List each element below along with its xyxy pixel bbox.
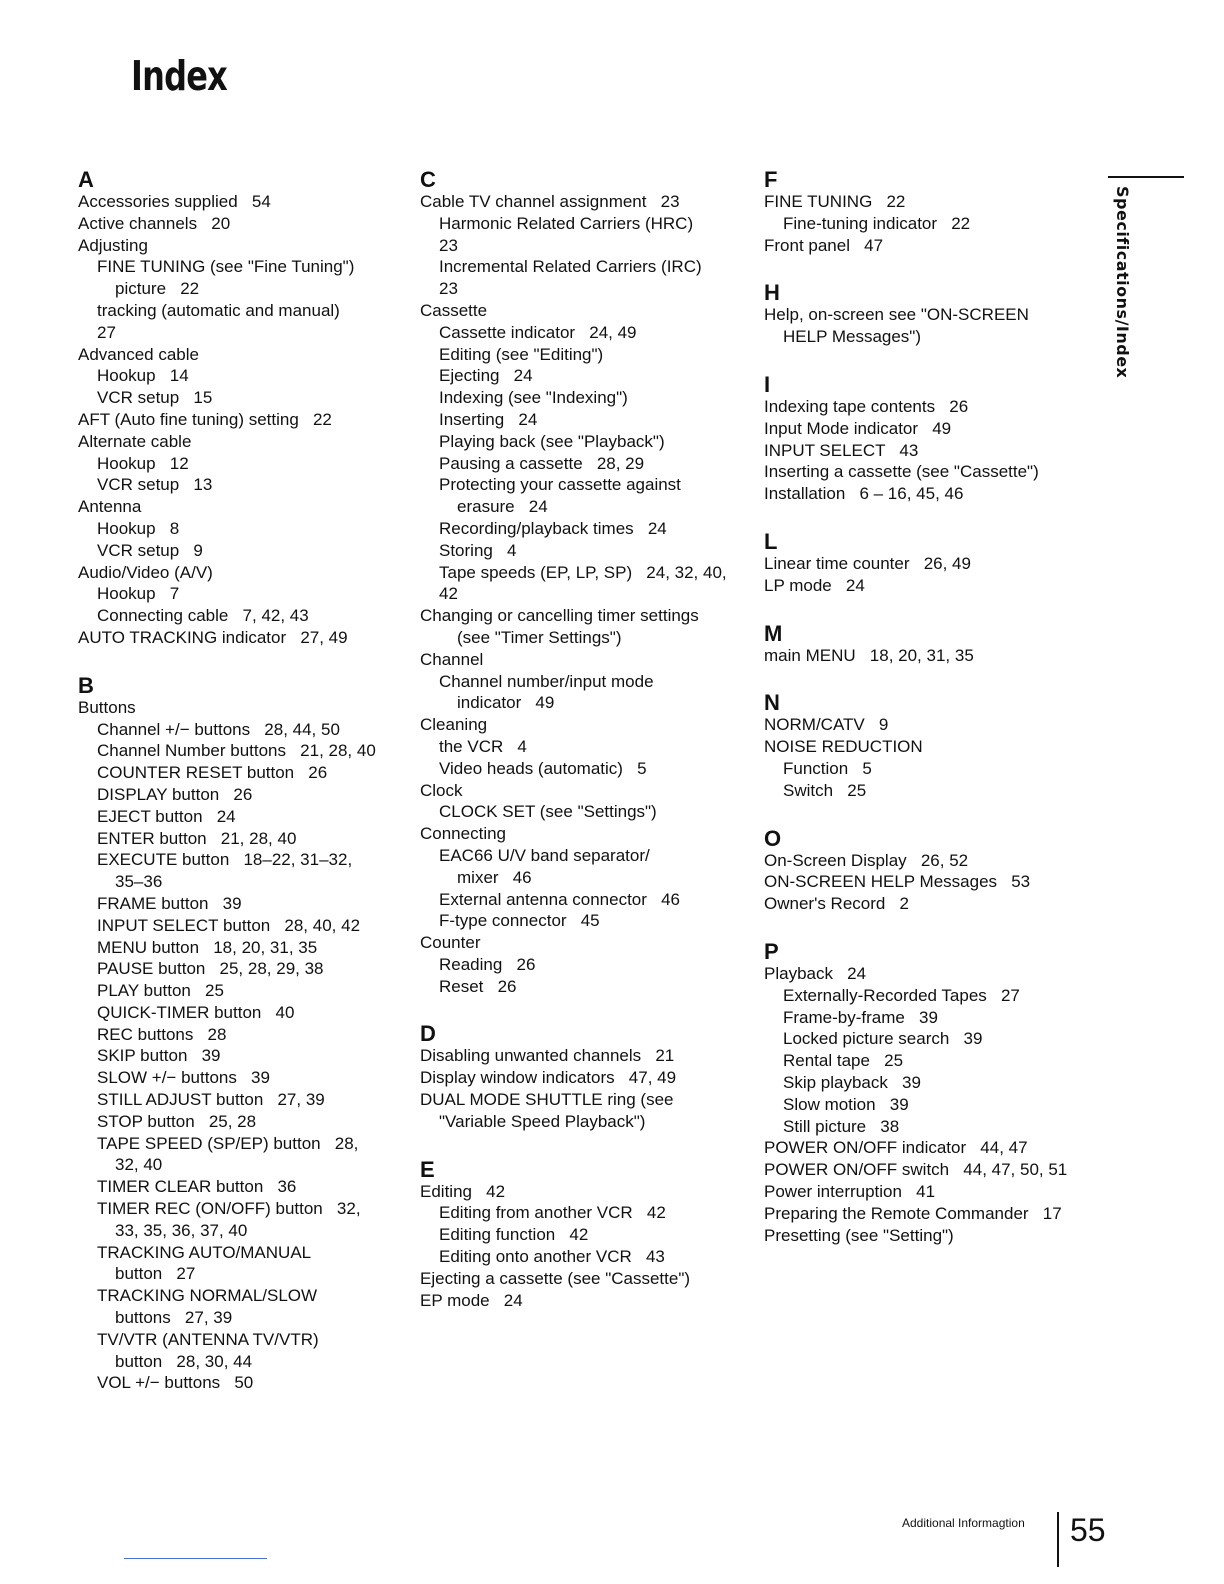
index-subentry: SLOW +/− buttons 39 bbox=[97, 1068, 270, 1088]
index-subentry: Protecting your cassette against bbox=[439, 475, 681, 495]
index-subentry: button 27 bbox=[115, 1264, 196, 1284]
index-entry: Cassette bbox=[420, 300, 488, 320]
index-entry: Front panel 47 bbox=[764, 235, 884, 255]
index-entry: Preparing the Remote Commander 17 bbox=[764, 1203, 1062, 1223]
index-subentry: DISPLAY button 26 bbox=[97, 784, 253, 804]
section-letter: F bbox=[764, 167, 778, 192]
index-subentry: TV/VTR (ANTENNA TV/VTR) bbox=[97, 1329, 319, 1349]
index-subentry: Still picture 38 bbox=[783, 1116, 900, 1136]
index-subentry: F-type connector 45 bbox=[439, 911, 600, 931]
index-entry-list bbox=[764, 963, 1099, 1246]
section-letter: O bbox=[764, 825, 782, 851]
index-subentry: Hookup 14 bbox=[97, 366, 189, 386]
index-entry: Editing 42 bbox=[420, 1181, 506, 1201]
index-column-1 bbox=[78, 163, 413, 1414]
section-letter: B bbox=[78, 672, 94, 698]
index-subentry: Fine-tuning indicator 22 bbox=[783, 213, 971, 233]
index-entry: Installation 6 – 16, 45, 46 bbox=[764, 484, 964, 504]
index-section-c bbox=[420, 163, 755, 997]
section-letter: C bbox=[420, 167, 436, 192]
index-subentry: 23 bbox=[439, 235, 458, 255]
index-subentry: SKIP button 39 bbox=[97, 1046, 221, 1066]
index-entry: AUTO TRACKING indicator 27, 49 bbox=[78, 627, 348, 647]
index-subentry: STILL ADJUST button 27, 39 bbox=[97, 1090, 325, 1110]
footer-caption: Additional Informagtion bbox=[902, 1516, 1025, 1530]
index-subentry: Tape speeds (EP, LP, SP) 24, 32, 40, bbox=[439, 562, 727, 582]
index-entry: LP mode 24 bbox=[764, 575, 865, 595]
index-subentry: Function 5 bbox=[783, 758, 872, 778]
index-entry: Changing or cancelling timer settings bbox=[420, 606, 699, 626]
index-entry: Linear time counter 26, 49 bbox=[764, 553, 971, 573]
index-entry: Playback 24 bbox=[764, 963, 867, 983]
section-letter: E bbox=[420, 1156, 435, 1182]
index-subentry: CLOCK SET (see "Settings") bbox=[439, 802, 657, 822]
footer-divider bbox=[1057, 1512, 1059, 1567]
index-subentry: Rental tape 25 bbox=[783, 1051, 904, 1071]
index-subentry: Pausing a cassette 28, 29 bbox=[439, 453, 645, 473]
index-entry: Advanced cable bbox=[78, 344, 199, 364]
index-entry: DUAL MODE SHUTTLE ring (see bbox=[420, 1090, 674, 1110]
index-entry-list bbox=[764, 304, 1099, 348]
index-subentry: Editing from another VCR 42 bbox=[439, 1203, 666, 1223]
index-section-f bbox=[764, 163, 1099, 256]
index-section-i bbox=[764, 368, 1099, 505]
index-subentry: VOL +/− buttons 50 bbox=[97, 1373, 254, 1393]
index-entry: Channel bbox=[420, 649, 484, 669]
index-section-b bbox=[78, 669, 413, 1395]
index-entry: Cleaning bbox=[420, 715, 488, 735]
index-entry: INPUT SELECT 43 bbox=[764, 440, 919, 460]
index-section-n bbox=[764, 686, 1099, 801]
index-entry-list bbox=[764, 396, 1099, 505]
index-subentry: Externally-Recorded Tapes 27 bbox=[783, 985, 1020, 1005]
index-subentry: VCR setup 9 bbox=[97, 540, 203, 560]
index-subentry: Recording/playback times 24 bbox=[439, 518, 667, 538]
index-subentry: VCR setup 15 bbox=[97, 388, 213, 408]
section-letter: I bbox=[764, 371, 771, 397]
index-subentry: mixer 46 bbox=[457, 867, 532, 887]
section-letter: N bbox=[764, 690, 780, 716]
index-subentry: (see "Timer Settings") bbox=[457, 627, 622, 647]
index-section-l bbox=[764, 525, 1099, 597]
index-entry: Inserting a cassette (see "Cassette") bbox=[764, 462, 1039, 482]
index-subentry: Frame-by-frame 39 bbox=[783, 1007, 938, 1027]
index-entry: ON-SCREEN HELP Messages 53 bbox=[764, 872, 1031, 892]
index-section-m bbox=[764, 617, 1099, 667]
index-subentry: TRACKING NORMAL/SLOW bbox=[97, 1286, 318, 1306]
index-entry: Active channels 20 bbox=[78, 213, 231, 233]
index-subentry: Switch 25 bbox=[783, 780, 867, 800]
index-entry: Buttons bbox=[78, 697, 136, 717]
index-subentry: EJECT button 24 bbox=[97, 806, 236, 826]
index-entry: Disabling unwanted channels 21 bbox=[420, 1046, 675, 1066]
page-title: Index bbox=[131, 52, 227, 100]
index-subentry: EXECUTE button 18–22, 31–32, bbox=[97, 850, 353, 870]
index-subentry: MENU button 18, 20, 31, 35 bbox=[97, 937, 318, 957]
index-column-3 bbox=[764, 163, 1099, 1266]
index-entry-list bbox=[764, 553, 1099, 597]
index-entry: Audio/Video (A/V) bbox=[78, 562, 213, 582]
index-subentry: Skip playback 39 bbox=[783, 1072, 921, 1092]
index-entry: NORM/CATV 9 bbox=[764, 715, 889, 735]
index-subentry: 27 bbox=[97, 322, 116, 342]
index-entry-list bbox=[764, 714, 1099, 801]
index-subentry: PLAY button 25 bbox=[97, 981, 224, 1001]
index-subentry: INPUT SELECT button 28, 40, 42 bbox=[97, 915, 361, 935]
index-section-o bbox=[764, 822, 1099, 915]
index-entry: Help, on-screen see "ON-SCREEN bbox=[764, 305, 1029, 325]
index-subentry: TAPE SPEED (SP/EP) button 28, bbox=[97, 1133, 359, 1153]
index-subentry: 33, 35, 36, 37, 40 bbox=[115, 1220, 248, 1240]
index-subentry: REC buttons 28 bbox=[97, 1024, 227, 1044]
index-entry: Ejecting a cassette (see "Cassette") bbox=[420, 1268, 691, 1288]
index-subentry: ENTER button 21, 28, 40 bbox=[97, 828, 297, 848]
index-subentry: TRACKING AUTO/MANUAL bbox=[97, 1242, 312, 1262]
index-entry: Connecting bbox=[420, 824, 507, 844]
index-entry-list bbox=[764, 645, 1099, 667]
index-subentry: Connecting cable 7, 42, 43 bbox=[97, 606, 309, 626]
index-subentry: Playing back (see "Playback") bbox=[439, 431, 665, 451]
section-letter: L bbox=[764, 528, 778, 554]
index-entry-list bbox=[78, 697, 413, 1395]
index-subentry: External antenna connector 46 bbox=[439, 889, 680, 909]
side-tab-label: Specifications/Index bbox=[1113, 186, 1132, 379]
index-entry: main MENU 18, 20, 31, 35 bbox=[764, 645, 974, 665]
index-subentry: Reset 26 bbox=[439, 976, 517, 996]
index-subentry: Storing 4 bbox=[439, 540, 517, 560]
index-subentry: FRAME button 39 bbox=[97, 893, 242, 913]
index-entry: Cable TV channel assignment 23 bbox=[420, 192, 680, 211]
index-subentry: FINE TUNING (see "Fine Tuning") bbox=[97, 257, 355, 277]
index-subentry: Incremental Related Carriers (IRC) bbox=[439, 257, 702, 277]
index-subentry: 32, 40 bbox=[115, 1155, 163, 1175]
index-subentry: Video heads (automatic) 5 bbox=[439, 758, 647, 778]
index-entry: Input Mode indicator 49 bbox=[764, 418, 952, 438]
index-subentry: EAC66 U/V band separator/ bbox=[439, 845, 650, 865]
index-section-p bbox=[764, 935, 1099, 1246]
section-letter: A bbox=[78, 167, 94, 192]
index-subentry: STOP button 25, 28 bbox=[97, 1111, 257, 1131]
index-subentry: Ejecting 24 bbox=[439, 366, 533, 386]
index-subentry: 23 bbox=[439, 279, 458, 299]
index-subentry: picture 22 bbox=[115, 279, 200, 299]
index-entry-list bbox=[420, 1181, 755, 1312]
index-subentry: erasure 24 bbox=[457, 497, 548, 517]
index-entry-list bbox=[78, 191, 413, 649]
index-section-e bbox=[420, 1153, 755, 1312]
index-entry-list bbox=[420, 1045, 755, 1132]
index-subentry: Editing onto another VCR 43 bbox=[439, 1247, 665, 1267]
index-entry: Alternate cable bbox=[78, 431, 192, 451]
index-entry: AFT (Auto fine tuning) setting 22 bbox=[78, 409, 332, 429]
index-entry: Adjusting bbox=[78, 235, 148, 255]
index-subentry: QUICK-TIMER button 40 bbox=[97, 1002, 295, 1022]
index-subentry: Locked picture search 39 bbox=[783, 1029, 983, 1049]
index-subentry: Channel number/input mode bbox=[439, 671, 654, 691]
index-entry: Indexing tape contents 26 bbox=[764, 396, 969, 416]
index-entry: Counter bbox=[420, 933, 481, 953]
index-subentry: Hookup 8 bbox=[97, 518, 180, 538]
index-subentry: Reading 26 bbox=[439, 954, 536, 974]
index-entry: FINE TUNING 22 bbox=[764, 192, 906, 211]
index-subentry: Channel Number buttons 21, 28, 40 bbox=[97, 741, 376, 761]
margin-link-underline bbox=[124, 1558, 267, 1559]
section-letter: M bbox=[764, 620, 783, 646]
index-subentry: PAUSE button 25, 28, 29, 38 bbox=[97, 959, 324, 979]
index-entry: Owner's Record 2 bbox=[764, 894, 909, 914]
index-entry-list bbox=[764, 191, 1099, 256]
index-entry: Presetting (see "Setting") bbox=[764, 1225, 954, 1245]
section-letter: P bbox=[764, 938, 779, 964]
index-section-a bbox=[78, 163, 413, 649]
index-subentry: Hookup 7 bbox=[97, 584, 180, 604]
index-subentry: TIMER CLEAR button 36 bbox=[97, 1177, 297, 1197]
index-entry: Accessories supplied 54 bbox=[78, 192, 271, 211]
index-subentry: TIMER REC (ON/OFF) button 32, bbox=[97, 1199, 361, 1219]
index-subentry: buttons 27, 39 bbox=[115, 1308, 233, 1328]
section-letter: D bbox=[420, 1021, 436, 1047]
index-section-h bbox=[764, 276, 1099, 348]
index-subentry: Hookup 12 bbox=[97, 453, 189, 473]
index-column-2 bbox=[420, 163, 755, 1331]
index-subentry: button 28, 30, 44 bbox=[115, 1351, 253, 1371]
index-entry: Clock bbox=[420, 780, 463, 800]
section-letter: H bbox=[764, 280, 780, 306]
index-subentry: Editing (see "Editing") bbox=[439, 344, 604, 364]
index-subentry: the VCR 4 bbox=[439, 736, 527, 756]
index-subentry: Editing function 42 bbox=[439, 1225, 589, 1245]
index-entry: NOISE REDUCTION bbox=[764, 737, 923, 757]
index-entry: On-Screen Display 26, 52 bbox=[764, 850, 969, 870]
index-entry: POWER ON/OFF switch 44, 47, 50, 51 bbox=[764, 1160, 1068, 1180]
index-subentry: COUNTER RESET button 26 bbox=[97, 763, 328, 783]
index-subentry: 35–36 bbox=[115, 872, 163, 892]
index-entry-list bbox=[764, 850, 1099, 915]
index-entry: Antenna bbox=[78, 497, 142, 517]
index-entry: Display window indicators 47, 49 bbox=[420, 1068, 677, 1088]
index-subentry: Cassette indicator 24, 49 bbox=[439, 322, 637, 342]
index-subentry: HELP Messages") bbox=[783, 327, 922, 347]
index-subentry: Inserting 24 bbox=[439, 409, 538, 429]
index-subentry: Channel +/− buttons 28, 44, 50 bbox=[97, 719, 340, 739]
index-subentry: Harmonic Related Carriers (HRC) bbox=[439, 213, 694, 233]
index-subentry: VCR setup 13 bbox=[97, 475, 213, 495]
index-entry-list bbox=[420, 191, 755, 997]
index-subentry: Slow motion 39 bbox=[783, 1094, 909, 1114]
index-subentry: indicator 49 bbox=[457, 693, 555, 713]
index-subentry: 42 bbox=[439, 584, 458, 604]
page-number: 55 bbox=[1070, 1512, 1106, 1548]
index-subentry: "Variable Speed Playback") bbox=[439, 1111, 646, 1131]
index-subentry: Indexing (see "Indexing") bbox=[439, 388, 628, 408]
index-entry: Power interruption 41 bbox=[764, 1181, 936, 1201]
index-section-d bbox=[420, 1017, 755, 1132]
index-entry: POWER ON/OFF indicator 44, 47 bbox=[764, 1138, 1028, 1158]
index-entry: EP mode 24 bbox=[420, 1290, 523, 1310]
index-subentry: tracking (automatic and manual) bbox=[97, 300, 340, 320]
